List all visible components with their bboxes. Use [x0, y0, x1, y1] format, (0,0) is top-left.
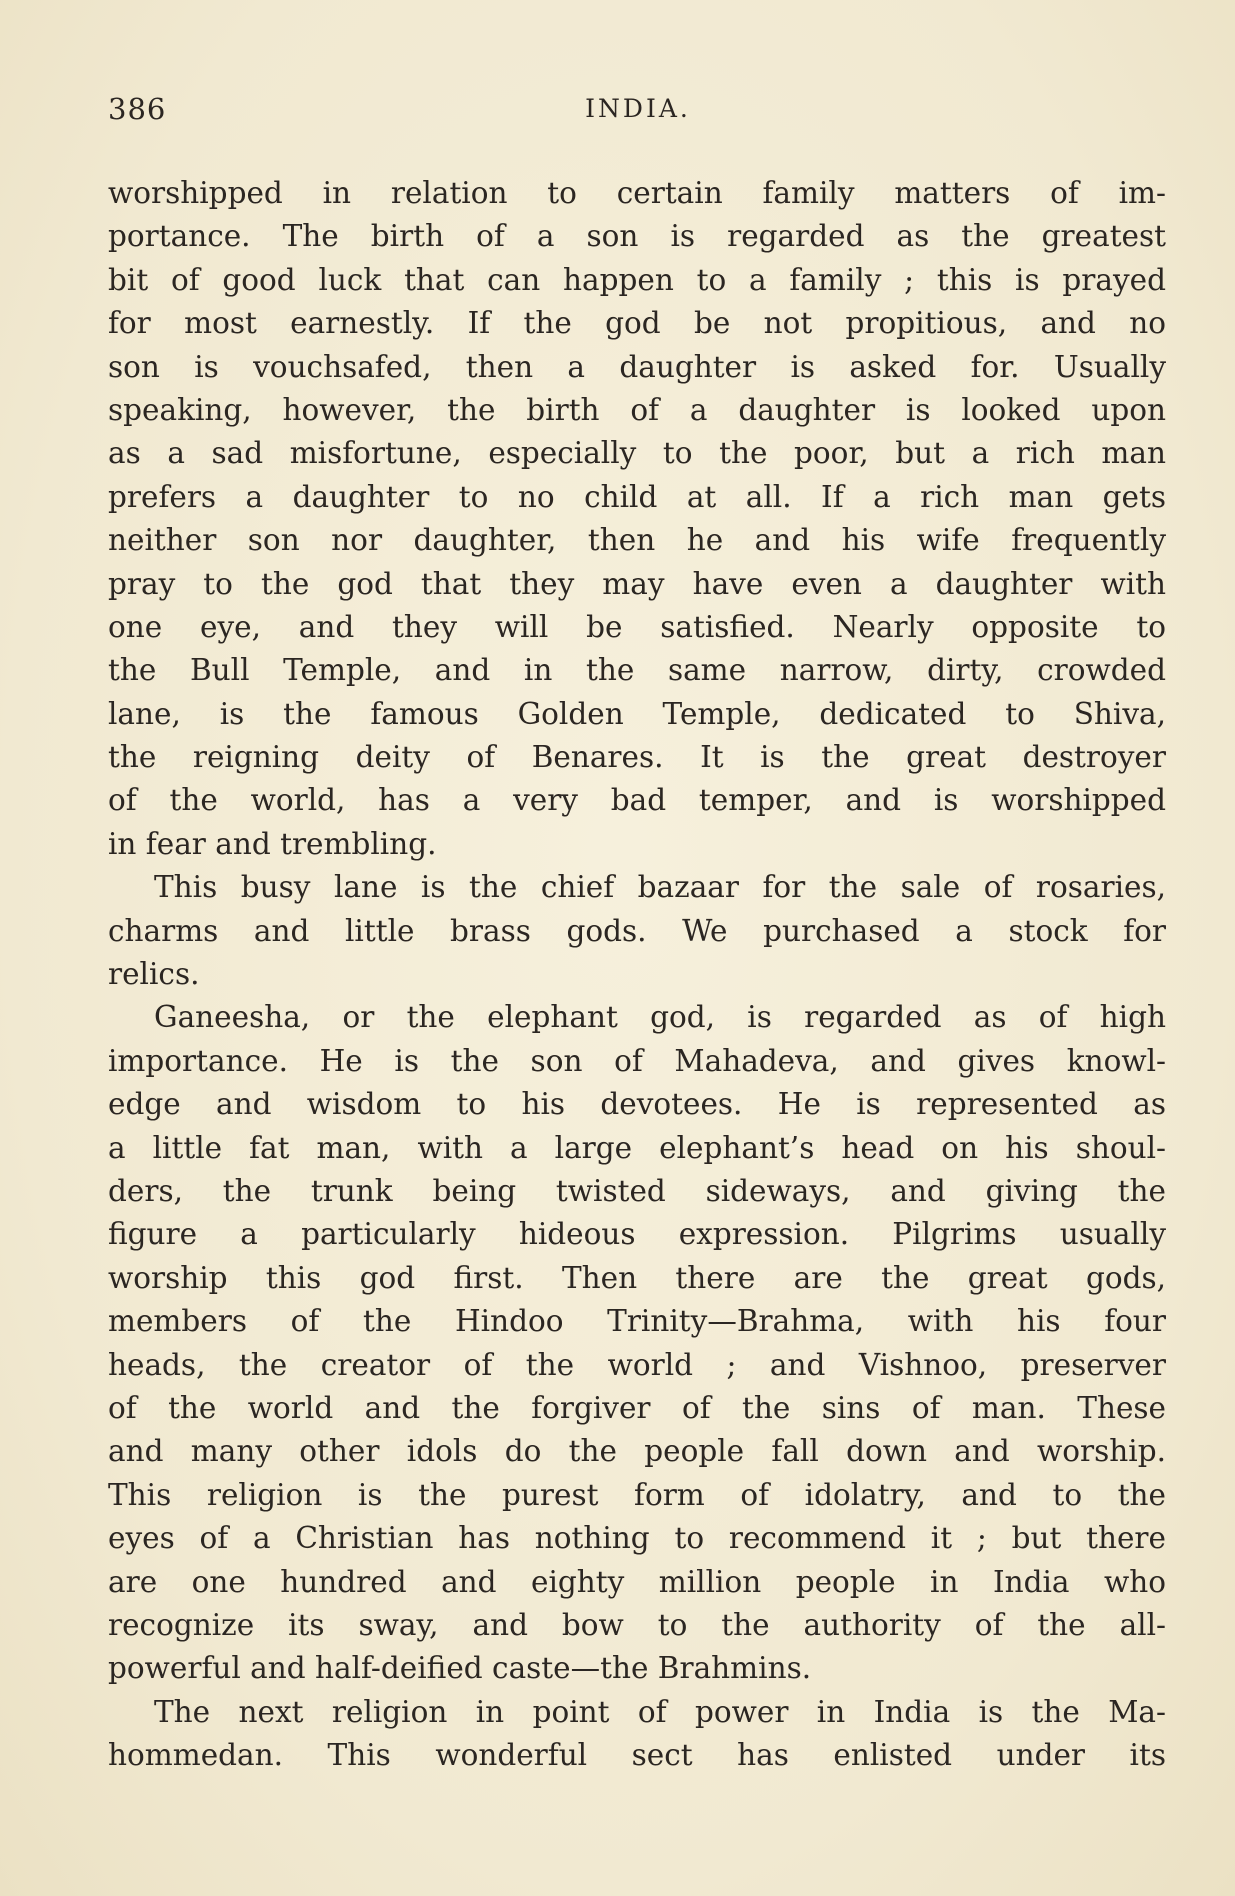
text-line: portance. The birth of a son is regarded as the greatest — [108, 219, 1166, 254]
text-line: for most earnestly. If the god be not propitious, and no — [108, 306, 1166, 341]
text-line: pray to the god that they may have even a daughter with — [108, 566, 1166, 601]
text-line: recognize its sway, and bow to the authority of the all- — [108, 1607, 1166, 1642]
text-line: and many other idols do the people fall down and worship. — [108, 1434, 1166, 1469]
text-line: son is vouchsafed, then a daughter is asked for. Usually — [108, 349, 1166, 384]
text-line: figure a particularly hideous expression. Pilgrims usually — [108, 1217, 1166, 1252]
text-line: heads, the creator of the world ; and Vishnoo, preserver — [108, 1347, 1166, 1382]
text-line: as a sad misfortune, especially to the poor, but a rich man — [108, 436, 1166, 471]
text-line: speaking, however, the birth of a daughter is looked upon — [108, 392, 1166, 427]
text-line: This religion is the purest form of idolatry, and to the — [108, 1477, 1166, 1512]
text-line: powerful and half-deified caste—the Brahmins. — [108, 1651, 812, 1686]
running-head — [108, 92, 1168, 132]
text-line: The next religion in point of power in India is the Ma- — [154, 1694, 1166, 1729]
text-line: charms and little brass gods. We purchased a stock for — [108, 913, 1166, 948]
text-line: worship this god first. Then there are the great gods, — [108, 1260, 1166, 1295]
text-line: the Bull Temple, and in the same narrow, dirty, crowded — [108, 653, 1166, 688]
text-line: members of the Hindoo Trinity—Brahma, with his four — [108, 1304, 1166, 1339]
text-line: relics. — [108, 957, 200, 992]
text-line: prefers a daughter to no child at all. If a rich man gets — [108, 479, 1166, 514]
text-line: are one hundred and eighty million people in India who — [108, 1564, 1166, 1599]
text-line: one eye, and they will be satisfied. Nearly opposite to — [108, 609, 1166, 644]
text-line: This busy lane is the chief bazaar for the sale of rosaries, — [154, 870, 1166, 905]
text-line: a little fat man, with a large elephant’s head on his shoul- — [108, 1130, 1166, 1165]
text-line: importance. He is the son of Mahadeva, and gives knowl- — [108, 1043, 1166, 1078]
text-line: in fear and trembling. — [108, 826, 437, 861]
text-line: of the world, has a very bad temper, and is worshipped — [108, 783, 1166, 818]
text-line: of the world and the forgiver of the sins of man. These — [108, 1390, 1166, 1425]
text-line: ders, the trunk being twisted sideways, and giving the — [108, 1173, 1166, 1208]
page-number: 386 — [108, 92, 167, 126]
text-line: hommedan. This wonderful sect has enlisted under its — [108, 1738, 1166, 1773]
text-line: neither son nor daughter, then he and his wife frequently — [108, 523, 1166, 558]
running-title: INDIA. — [585, 94, 691, 123]
text-line: the reigning deity of Benares. It is the great destroyer — [108, 740, 1166, 775]
body-text — [108, 172, 1166, 1777]
text-line: bit of good luck that can happen to a family ; this is prayed — [108, 262, 1166, 297]
text-line: lane, is the famous Golden Temple, dedicated to Shiva, — [108, 696, 1166, 731]
text-line: Ganeesha, or the elephant god, is regarded as of high — [154, 1000, 1166, 1035]
text-line: eyes of a Christian has nothing to recommend it ; but there — [108, 1521, 1166, 1556]
text-line: worshipped in relation to certain family matters of im- — [108, 176, 1166, 210]
text-line: edge and wisdom to his devotees. He is represented as — [108, 1087, 1166, 1122]
